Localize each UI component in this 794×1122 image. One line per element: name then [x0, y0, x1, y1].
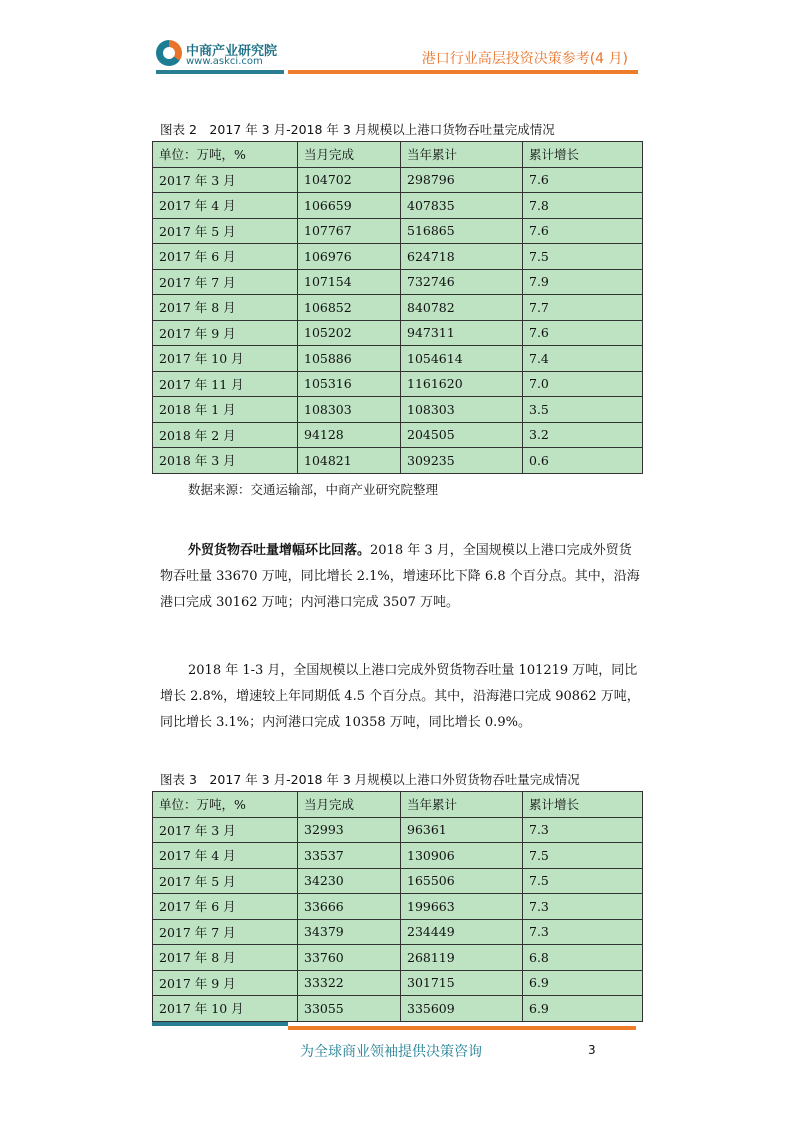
table-cell: 2017 年 3 月	[153, 167, 298, 193]
column-header: 当月完成	[298, 792, 401, 818]
table-cell: 165506	[401, 868, 523, 894]
table-cell: 7.3	[523, 919, 643, 945]
table-cell: 2017 年 11 月	[153, 371, 298, 397]
table-cell: 7.5	[523, 868, 643, 894]
table-cell: 7.7	[523, 295, 643, 321]
paragraph-body: 2018 年 3 月，全国规模以上港口完成外贸货物吞吐量 33670 万吨，同比增长 2.1%，增速环比下降 6.8 个百分点。其中，沿海港口完成 30162 万吨；内河港口完成 3507 万吨。	[160, 543, 640, 610]
table-cell: 2017 年 9 月	[153, 320, 298, 346]
table-cell: 407835	[401, 193, 523, 219]
table-cell: 96361	[401, 817, 523, 843]
table-cell: 7.4	[523, 346, 643, 372]
paragraph-lead: 外贸货物吞吐量增幅环比回落。	[188, 543, 371, 558]
table-cell: 2018 年 3 月	[153, 448, 298, 474]
page-number: 3	[588, 1043, 596, 1057]
table-header-row	[153, 792, 643, 818]
table-row	[153, 218, 643, 244]
table-cell: 2017 年 7 月	[153, 269, 298, 295]
table-cell: 1161620	[401, 371, 523, 397]
table-row	[153, 346, 643, 372]
figure-2-caption: 图表 2 2017 年 3 月-2018 年 3 月规模以上港口货物吞吐量完成情况	[160, 122, 555, 137]
table-cell: 2017 年 3 月	[153, 817, 298, 843]
table-cell: 33322	[298, 970, 401, 996]
table-cell: 33537	[298, 843, 401, 869]
table-cell: 2017 年 7 月	[153, 919, 298, 945]
table-cell: 2017 年 10 月	[153, 996, 298, 1022]
table-cell: 2017 年 8 月	[153, 945, 298, 971]
table-cell: 104821	[298, 448, 401, 474]
table-row	[153, 422, 643, 448]
table-cell: 2017 年 9 月	[153, 970, 298, 996]
table-row	[153, 894, 643, 920]
table-row	[153, 397, 643, 423]
table-row	[153, 970, 643, 996]
table-row	[153, 244, 643, 270]
table-cell: 108303	[401, 397, 523, 423]
table-cell: 33760	[298, 945, 401, 971]
table-row	[153, 295, 643, 321]
table-cell: 2018 年 2 月	[153, 422, 298, 448]
table-row	[153, 919, 643, 945]
table-cell: 2018 年 1 月	[153, 397, 298, 423]
column-header: 当年累计	[401, 142, 523, 168]
header-rule-orange	[288, 70, 638, 74]
table-cell: 7.5	[523, 843, 643, 869]
table-cell: 33666	[298, 894, 401, 920]
table-cell: 840782	[401, 295, 523, 321]
table-cell: 7.6	[523, 167, 643, 193]
column-header: 累计增长	[523, 142, 643, 168]
header-rule-teal	[156, 70, 284, 74]
table-row	[153, 996, 643, 1022]
table-row	[153, 843, 643, 869]
table-cell: 6.9	[523, 970, 643, 996]
column-header: 累计增长	[523, 792, 643, 818]
table-cell: 7.0	[523, 371, 643, 397]
table-cell: 335609	[401, 996, 523, 1022]
table-cell: 7.5	[523, 244, 643, 270]
table-cell: 0.6	[523, 448, 643, 474]
table-cell: 7.3	[523, 817, 643, 843]
table-header-row	[153, 142, 643, 168]
table-cell: 105316	[298, 371, 401, 397]
table-cell: 301715	[401, 970, 523, 996]
table-cell: 7.9	[523, 269, 643, 295]
report-title: 港口行业高层投资决策参考(4 月)	[421, 51, 628, 67]
table-cell: 2017 年 6 月	[153, 244, 298, 270]
table-row	[153, 868, 643, 894]
table-cell: 6.8	[523, 945, 643, 971]
table-cell: 130906	[401, 843, 523, 869]
table-cell: 3.5	[523, 397, 643, 423]
table-cell: 199663	[401, 894, 523, 920]
table-cell: 2017 年 6 月	[153, 894, 298, 920]
table-cell: 107154	[298, 269, 401, 295]
table-cell: 106852	[298, 295, 401, 321]
table-cell: 624718	[401, 244, 523, 270]
figure-2-table	[152, 141, 643, 474]
table-cell: 2017 年 8 月	[153, 295, 298, 321]
table-cell: 106976	[298, 244, 401, 270]
table-cell: 234449	[401, 919, 523, 945]
column-header: 单位：万吨，%	[153, 792, 298, 818]
table-cell: 7.3	[523, 894, 643, 920]
table-cell: 7.6	[523, 320, 643, 346]
table-cell: 7.6	[523, 218, 643, 244]
table-cell: 94128	[298, 422, 401, 448]
table-cell: 33055	[298, 996, 401, 1022]
table-row	[153, 193, 643, 219]
table-cell: 6.9	[523, 996, 643, 1022]
table-cell: 106659	[298, 193, 401, 219]
table-row	[153, 167, 643, 193]
figure-2-source: 数据来源：交通运输部，中商产业研究院整理	[188, 482, 439, 497]
table-row	[153, 371, 643, 397]
logo-name: 中商产业研究院	[186, 44, 278, 59]
table-cell: 2017 年 10 月	[153, 346, 298, 372]
footer-slogan: 为全球商业领袖提供决策咨询	[300, 1044, 482, 1060]
table-row	[153, 945, 643, 971]
table-cell: 105886	[298, 346, 401, 372]
table-row	[153, 320, 643, 346]
table-cell: 2017 年 4 月	[153, 193, 298, 219]
footer-rule-orange	[288, 1026, 636, 1030]
figure-3-caption: 图表 3 2017 年 3 月-2018 年 3 月规模以上港口外贸货物吞吐量完成情况	[160, 772, 580, 787]
table-cell: 108303	[298, 397, 401, 423]
table-cell: 34230	[298, 868, 401, 894]
table-cell: 204505	[401, 422, 523, 448]
figure-3-table	[152, 791, 643, 1022]
table-cell: 268119	[401, 945, 523, 971]
column-header: 当年累计	[401, 792, 523, 818]
paragraph-body: 2018 年 1-3 月，全国规模以上港口完成外贸货物吞吐量 101219 万吨，同比增长 2.8%，增速较上年同期低 4.5 个百分点。其中，沿海港口完成 90862 万吨，同比增长 3.1%；内河港口完成 10358 万吨，同比增长 0.9%。	[160, 663, 640, 730]
table-cell: 2017 年 4 月	[153, 843, 298, 869]
table-cell: 34379	[298, 919, 401, 945]
table-cell: 7.8	[523, 193, 643, 219]
logo-url: www.askci.com	[186, 56, 263, 67]
column-header: 单位：万吨，%	[153, 142, 298, 168]
table-row	[153, 448, 643, 474]
table-cell: 309235	[401, 448, 523, 474]
table-cell: 298796	[401, 167, 523, 193]
column-header: 当月完成	[298, 142, 401, 168]
paragraph-foreign-trade-q1	[160, 658, 640, 736]
table-cell: 104702	[298, 167, 401, 193]
logo-icon	[156, 40, 182, 66]
table-cell: 2017 年 5 月	[153, 868, 298, 894]
table-cell: 516865	[401, 218, 523, 244]
table-cell: 732746	[401, 269, 523, 295]
paragraph-foreign-trade-march	[160, 538, 640, 616]
table-cell: 3.2	[523, 422, 643, 448]
table-cell: 1054614	[401, 346, 523, 372]
table-cell: 947311	[401, 320, 523, 346]
table-cell: 32993	[298, 817, 401, 843]
table-cell: 105202	[298, 320, 401, 346]
table-row	[153, 817, 643, 843]
table-row	[153, 269, 643, 295]
footer-rule-teal	[152, 1022, 288, 1026]
table-cell: 107767	[298, 218, 401, 244]
company-logo	[156, 38, 296, 74]
table-cell: 2017 年 5 月	[153, 218, 298, 244]
